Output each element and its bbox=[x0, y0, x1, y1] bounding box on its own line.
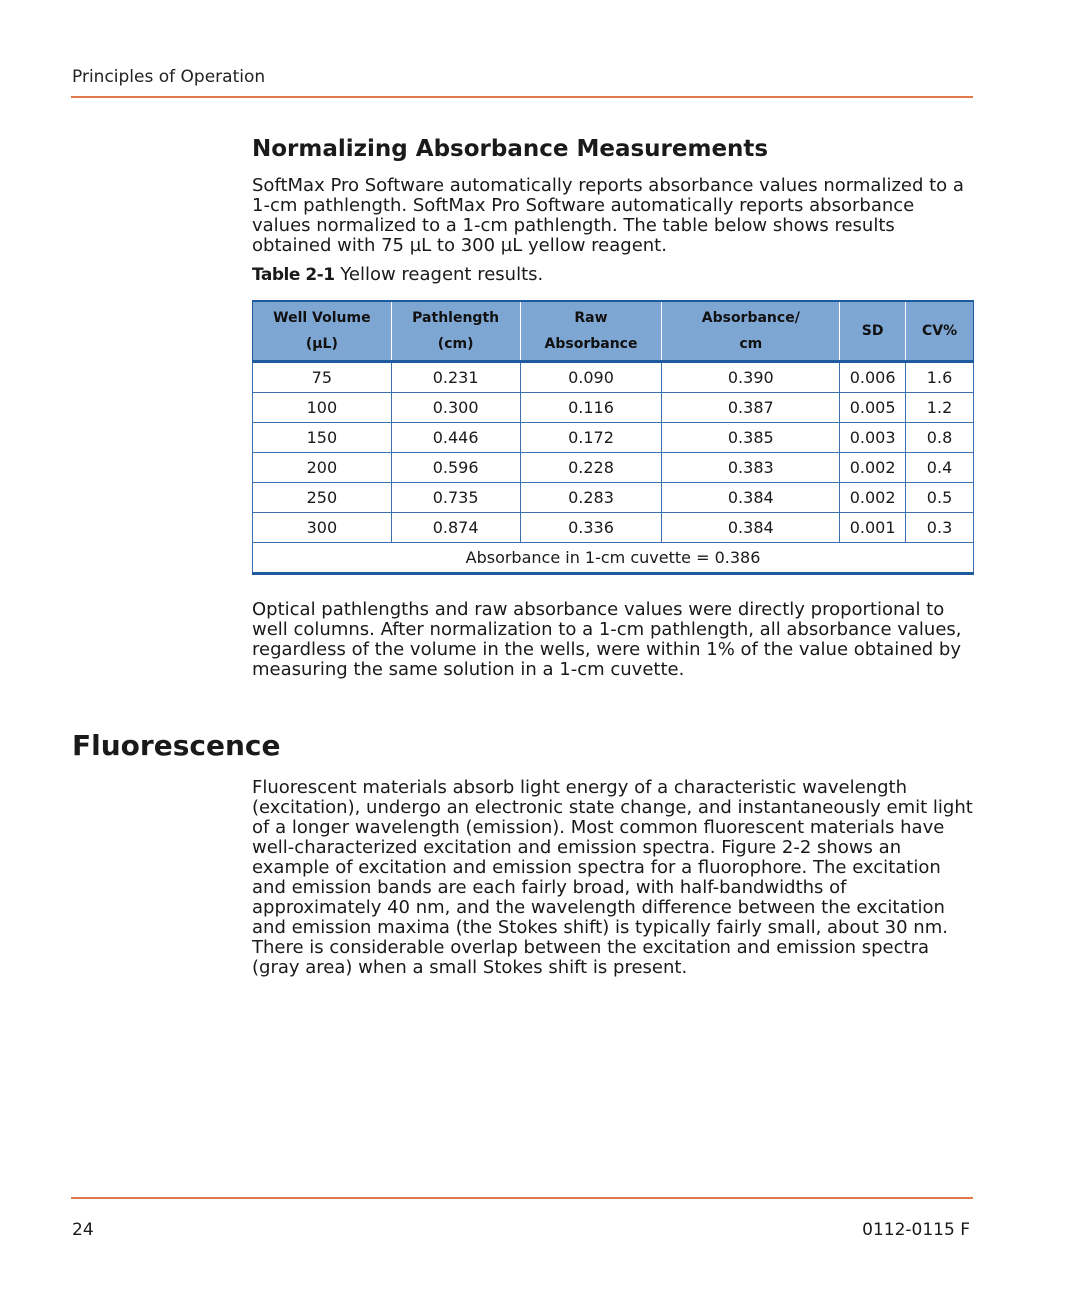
header-absorbance-per-cm: Absorbance/ cm bbox=[662, 301, 840, 362]
table-cell: 100 bbox=[253, 393, 392, 423]
table-cell: 0.005 bbox=[840, 393, 906, 423]
table-cell: 0.003 bbox=[840, 423, 906, 453]
table-cell: 0.5 bbox=[906, 483, 974, 513]
header-sd: SD bbox=[840, 301, 906, 362]
table-cell: 0.228 bbox=[520, 453, 662, 483]
table-cell: 0.735 bbox=[391, 483, 520, 513]
header-raw-absorbance: Raw Absorbance bbox=[520, 301, 662, 362]
results-paragraph: Optical pathlengths and raw absorbance values were directly proportional to well columns. After normalization to a 1-cm pathlength, all absorbance values, regardless of the volume in the wells, were within 1% of the value obtained by measuring the same solution in a 1-cm cuvette. bbox=[252, 599, 962, 680]
table-cell: 0.231 bbox=[391, 362, 520, 393]
header-well-volume: Well Volume (µL) bbox=[253, 301, 392, 362]
document-number: 0112-0115 F bbox=[862, 1220, 970, 1240]
table-cell: 0.446 bbox=[391, 423, 520, 453]
intro-paragraph: SoftMax Pro Software automatically reports absorbance values normalized to a 1-cm pathlength. SoftMax Pro Software automatically reports absorbance values normalized to a 1-cm pathlength. The table below shows results obtained with 75 µL to 300 µL yellow reagent. bbox=[252, 175, 964, 256]
table-cell: 0.384 bbox=[662, 483, 840, 513]
table-cell: 0.384 bbox=[662, 513, 840, 543]
header-cv: CV% bbox=[906, 301, 974, 362]
table-cell: 0.4 bbox=[906, 453, 974, 483]
table-cell: 300 bbox=[253, 513, 392, 543]
table-cell: 0.283 bbox=[520, 483, 662, 513]
table-cell: 0.172 bbox=[520, 423, 662, 453]
table-cell: 1.2 bbox=[906, 393, 974, 423]
running-header: Principles of Operation bbox=[72, 67, 266, 87]
table-cell: 0.874 bbox=[391, 513, 520, 543]
table-cell: 200 bbox=[253, 453, 392, 483]
table-cell: 0.002 bbox=[840, 483, 906, 513]
fluorescence-heading: Fluorescence bbox=[72, 729, 281, 762]
table-cell: 0.596 bbox=[391, 453, 520, 483]
table-row bbox=[253, 513, 974, 543]
header-pathlength: Pathlength (cm) bbox=[391, 301, 520, 362]
table-cell: 0.3 bbox=[906, 513, 974, 543]
table-cell: 0.387 bbox=[662, 393, 840, 423]
table-cell: 0.300 bbox=[391, 393, 520, 423]
fluorescence-paragraph: Fluorescent materials absorb light energy of a characteristic wavelength (excitation), undergo an electronic state change, and instantaneously emit light of a longer wavelength (emission). Most common fluorescent materials have well-characterized excitation and emission spectra. Figure 2-2 shows an example of excitation and emission spectra for a fluorophore. The excitation and emission bands are each fairly broad, with half-bandwidths of approximately 40 nm, and the wavelength difference between the excitation and emission maxima (the Stokes shift) is typically fairly small, about 30 nm. There is considerable overlap between the excitation and emission spectra (gray area) when a small Stokes shift is present. bbox=[252, 777, 973, 978]
table-row bbox=[253, 393, 974, 423]
table-header-row bbox=[253, 301, 974, 362]
table-footer-row bbox=[253, 543, 974, 574]
table-cell: 1.6 bbox=[906, 362, 974, 393]
table-cell: 0.383 bbox=[662, 453, 840, 483]
table-caption bbox=[252, 264, 543, 285]
table-row bbox=[253, 362, 974, 393]
header-rule bbox=[71, 96, 973, 98]
table-footer-cell: Absorbance in 1-cm cuvette = 0.386 bbox=[253, 543, 974, 574]
table-cell: 250 bbox=[253, 483, 392, 513]
table-cell: 150 bbox=[253, 423, 392, 453]
table-cell: 0.116 bbox=[520, 393, 662, 423]
table-cell: 0.8 bbox=[906, 423, 974, 453]
table-cell: 0.006 bbox=[840, 362, 906, 393]
table-cell: 0.090 bbox=[520, 362, 662, 393]
table-row bbox=[253, 483, 974, 513]
table-cell: 75 bbox=[253, 362, 392, 393]
table-cell: 0.002 bbox=[840, 453, 906, 483]
table-caption-text: Yellow reagent results. bbox=[340, 264, 544, 285]
table-row bbox=[253, 423, 974, 453]
table-caption-label: Table 2-1 bbox=[252, 265, 335, 285]
section-heading: Normalizing Absorbance Measurements bbox=[252, 136, 769, 162]
table-cell: 0.390 bbox=[662, 362, 840, 393]
footer-rule bbox=[71, 1197, 973, 1199]
table-row bbox=[253, 453, 974, 483]
table-cell: 0.385 bbox=[662, 423, 840, 453]
yellow-reagent-table bbox=[252, 300, 974, 575]
table-cell: 0.001 bbox=[840, 513, 906, 543]
page-number: 24 bbox=[72, 1220, 94, 1240]
table-cell: 0.336 bbox=[520, 513, 662, 543]
